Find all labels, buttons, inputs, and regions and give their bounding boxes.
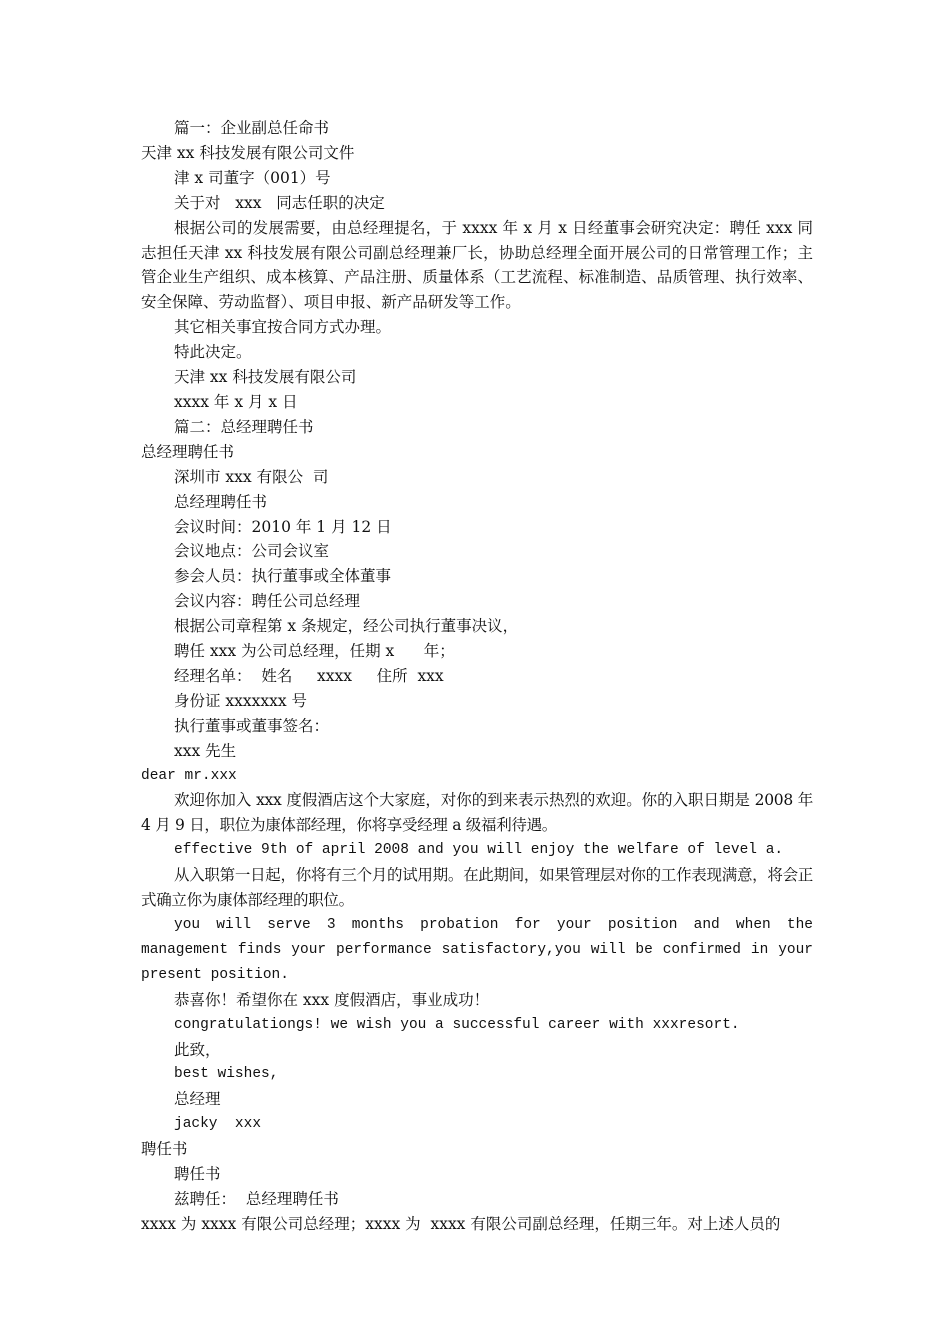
meeting-content: 会议内容：聘任公司总经理 [174,592,361,611]
welcome-line-en: effective 9th of april 2008 and you will enjoy the welfare of level a. [174,842,784,859]
congrats-cn: 恭喜你！希望你在 xxx 度假酒店，事业成功！ [174,990,490,1009]
signer-title: 总经理 [174,1090,221,1109]
company-name: 深圳市 xxx 有限公 司 [174,467,329,486]
resolution-basis: 根据公司章程第 x 条规定，经公司执行董事决议， [174,617,519,636]
signature-label: 执行董事或董事签名： [174,716,330,735]
meeting-location: 会议地点：公司会议室 [174,542,330,561]
appointment-statement: xxxx 为 xxxx 有限公司总经理；xxxx 为 xxxx 有限公司副总经理，任期三年。对上述人员的 [141,1214,781,1233]
salutation-en: dear mr.xxx [141,767,237,784]
issuer-company: 天津 xx 科技发展有限公司 [174,368,357,387]
congrats-en: congratulationgs! we wish you a successful career with xxxresort. [174,1016,740,1033]
meeting-attendees: 参会人员：执行董事或全体董事 [174,567,392,586]
signer-name: jacky xxx [174,1116,262,1133]
decision-body: 根据公司的发展需要，由总经理提名，于 xxxx 年 x 月 x 日经董事会研究决定：聘任 xxx 同志担任天津 xx 科技发展有限公司副总经理兼厂长，协助总经理全面开展公司的日常管理工作；主管企业生产组织、成本核算、产品注册、质量体系（工艺流程、标准制造、品质管理、执行效率、安全保障、劳动监督）、项目申报、新产品研发等工作。 [141,218,813,312]
issue-date: xxxx 年 x 月 x 日 [174,392,298,411]
manager-list: 经理名单： 姓名 xxxx 住所 xxx [174,666,444,685]
meeting-time: 会议时间：2010 年 1 月 12 日 [174,517,392,536]
appointment-intro: 兹聘任： 总经理聘任书 [174,1189,339,1208]
company-document-header: 天津 xx 科技发展有限公司文件 [141,143,355,162]
appointment-title: 总经理聘任书 [141,442,235,461]
closing-cn: 此致， [174,1040,221,1059]
appointment-term: 聘任 xxx 为公司总经理，任期 x 年； [174,642,455,661]
closing-en: best wishes, [174,1066,279,1083]
section-heading-2: 篇二：总经理聘任书 [174,417,314,436]
appointment-subtitle: 总经理聘任书 [174,492,268,511]
section-heading-3: 聘任书 [141,1140,188,1159]
welcome-paragraph-cn: 欢迎你加入 xxx 度假酒店这个大家庭，对你的到来表示热烈的欢迎。你的入职日期是 2008 年 4 月 9 日，职位为康体部经理，你将享受经理 a 级福利待遇。 [141,791,818,835]
decision-title: 关于对 xxx 同志任职的决定 [174,193,385,212]
document-number: 津 x 司董字（001）号 [174,168,331,187]
decision-closing: 特此决定。 [174,343,252,362]
probation-paragraph-en: you will serve 3 months probation for your position and when the management finds your performance satisfactory,you will be confirmed in your present position. [141,917,822,983]
id-number: 身份证 xxxxxxx 号 [174,691,308,710]
letter-title: 聘任书 [174,1165,221,1184]
probation-paragraph-cn: 从入职第一日起，你将有三个月的试用期。在此期间，如果管理层对你的工作表现满意，将会正式确立你为康体部经理的职位。 [141,866,813,910]
document-page [141,116,822,1237]
section-heading-1: 篇一：企业副总任命书 [174,119,330,137]
contract-note: 其它相关事宜按合同方式办理。 [174,318,392,337]
addressee-cn: xxx 先生 [174,741,237,760]
